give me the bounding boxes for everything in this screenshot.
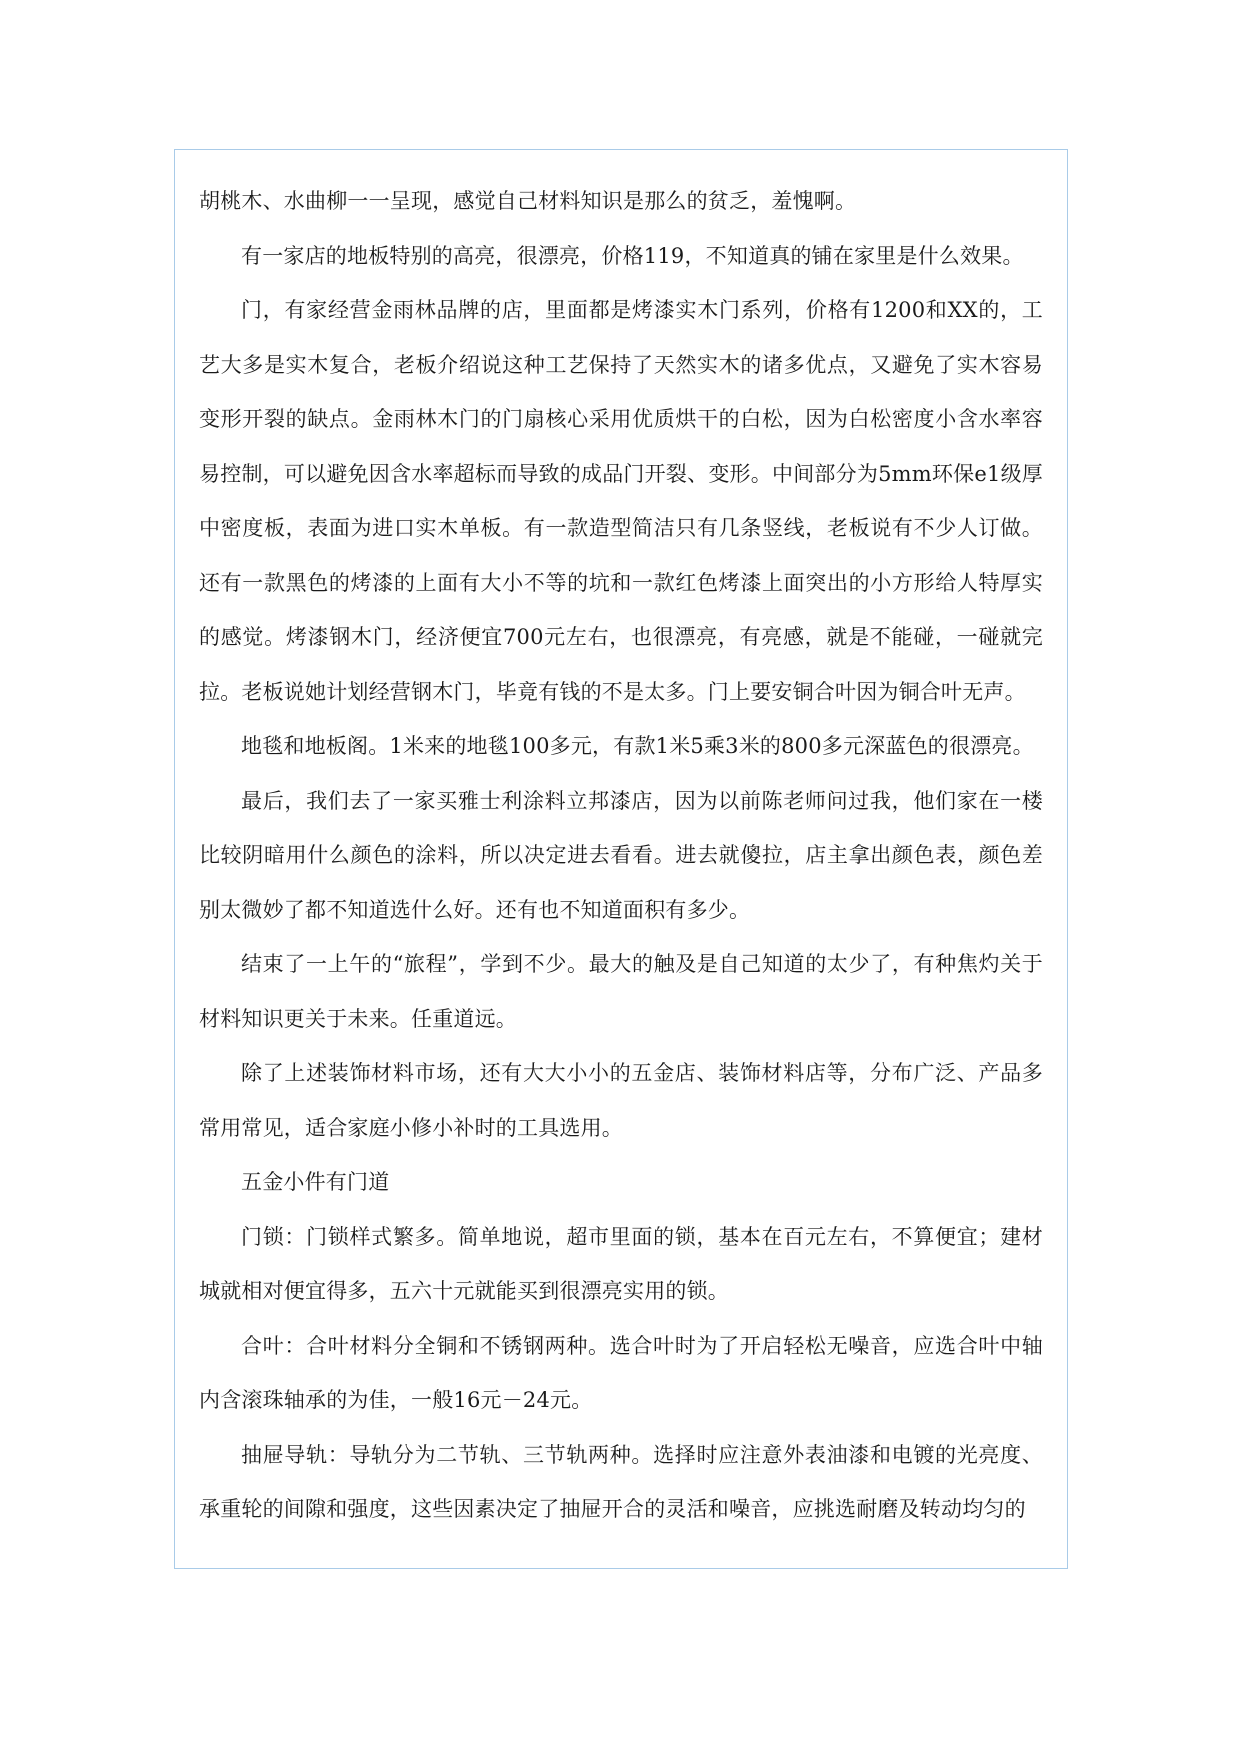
paragraph: 合叶：合叶材料分全铜和不锈钢两种。选合叶时为了开启轻松无噪音，应选合叶中轴内含滚珠轴承的为佳，一般16元－24元。 xyxy=(199,1333,1043,1412)
paragraph-continued: 胡桃木、水曲柳一一呈现，感觉自己材料知识是那么的贫乏，羞愧啊。 xyxy=(199,189,857,213)
paragraph: 门锁：门锁样式繁多。简单地说，超市里面的锁，基本在百元左右，不算便宜；建材城就相对便宜得多，五六十元就能买到很漂亮实用的锁。 xyxy=(199,1224,1043,1303)
paragraph: 除了上述装饰材料市场，还有大大小小的五金店、装饰材料店等，分布广泛、产品多常用常见，适合家庭小修小补时的工具选用。 xyxy=(199,1061,1043,1140)
paragraph: 结束了一上午的“旅程”，学到不少。最大的触及是自己知道的太少了，有种焦灼关于材料知识更关于未来。任重道远。 xyxy=(199,952,1043,1031)
paragraph: 地毯和地板阁。1米来的地毯100多元，有款1米5乘3米的800多元深蓝色的很漂亮。 xyxy=(241,734,1034,758)
section-heading: 五金小件有门道 xyxy=(241,1170,390,1194)
page-frame xyxy=(174,149,1068,1569)
paragraph: 抽屉导轨：导轨分为二节轨、三节轨两种。选择时应注意外表油漆和电镀的光亮度、承重轮的间隙和强度，这些因素决定了抽屉开合的灵活和噪音，应挑选耐磨及转动均匀的 xyxy=(199,1442,1043,1521)
paragraph: 有一家店的地板特别的高亮，很漂亮，价格119，不知道真的铺在家里是什么效果。 xyxy=(241,243,1024,268)
paragraph: 门，有家经营金雨林品牌的店，里面都是烤漆实木门系列，价格有1200和XX的，工艺大多是实木复合，老板介绍说这种工艺保持了天然实木的诸多优点，又避免了实木容易变形开裂的缺点。金雨林木门的门扇核心采用优质烘干的白松，因为白松密度小含水率容易控制，可以避免因含水率超标而导致的成品门开裂、变形。中间部分为5mm环保e1级厚中密度板，表面为进口实木单板。有一款造型简洁只有几条竖线，老板说有不少人订做。还有一款黑色的烤漆的上面有大小不等的坑和一款红色烤漆上面突出的小方形给人特厚实的感觉。烤漆钢木门，经济便宜700元左右，也很漂亮，有亮感，就是不能碰，一碰就完拉。老板说她计划经营钢木门，毕竟有钱的不是太多。门上要安铜合叶因为铜合叶无声。 xyxy=(199,298,1043,704)
document-body xyxy=(199,174,1043,1537)
paragraph: 最后，我们去了一家买雅士利涂料立邦漆店，因为以前陈老师问过我，他们家在一楼比较阴暗用什么颜色的涂料，所以决定进去看看。进去就傻拉，店主拿出颜色表，颜色差别太微妙了都不知道选什么好。还有也不知道面积有多少。 xyxy=(199,788,1043,922)
